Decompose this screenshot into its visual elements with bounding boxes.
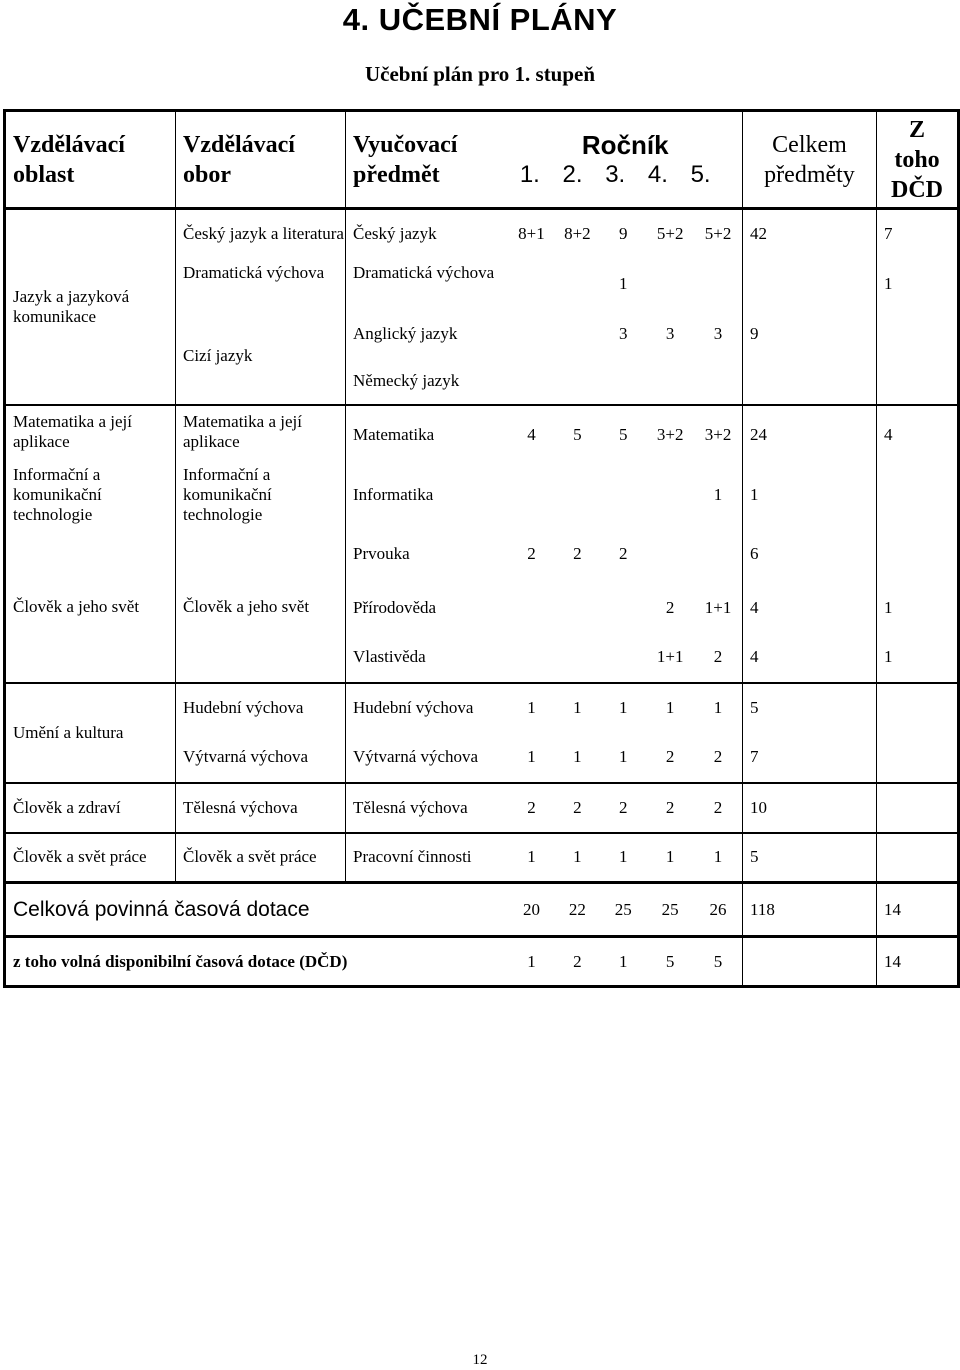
dcd-cell	[877, 783, 959, 833]
obor-cell: Matematika a její aplikace	[176, 405, 346, 465]
dcd-cell: 1	[877, 633, 959, 683]
grade-value-3: 1	[619, 747, 628, 766]
dcd-cell	[877, 833, 959, 883]
table-row	[5, 465, 959, 525]
grade-value-5: 1	[713, 698, 723, 717]
free-dcd: 14	[884, 951, 901, 971]
grade-value-4: 2	[665, 747, 675, 766]
grade-4: 4.	[647, 160, 668, 188]
curriculum-table	[3, 109, 960, 988]
grade-value-5: 1+1	[704, 597, 732, 617]
obor-cell: Výtvarná výchova	[176, 733, 346, 783]
grade-value-4: 3+2	[656, 425, 684, 444]
grade-1: 1.	[519, 160, 540, 188]
grade-value-5: 2	[713, 647, 723, 666]
grades-cell	[509, 833, 743, 883]
obor-cell: Tělesná výchova	[176, 783, 346, 833]
predmet-cell: Přírodověda	[353, 597, 437, 617]
dcd-cell	[877, 525, 959, 583]
header-oblast: Vzdělávací oblast	[5, 111, 176, 209]
dcd-cell: 7	[884, 224, 893, 244]
grade-value-3: 5	[619, 425, 628, 444]
grade-value-4: 1+1	[656, 647, 684, 666]
totals-grades	[509, 883, 743, 937]
totals-label: Celková povinná časová dotace	[5, 883, 509, 937]
header-dcd: Z toho DČD	[877, 111, 959, 209]
predmet-cell: Dramatická výchova	[353, 262, 495, 282]
grade-value-1: 1	[527, 747, 536, 766]
header-predmet: Vyučovací předmět	[346, 111, 509, 209]
obor-cell: Cizí jazyk	[176, 309, 346, 405]
free-celkem	[743, 937, 877, 987]
oblast-cell: Umění a kultura	[5, 683, 176, 783]
celkem-cell: 5	[743, 833, 877, 883]
grade-value-4: 1	[665, 847, 675, 867]
table-row	[5, 405, 959, 465]
predmet-cell: Vlastivěda	[346, 633, 509, 683]
table-row	[5, 209, 959, 259]
grade-value-3: 2	[619, 543, 628, 563]
obor-cell: Informační a komunikační technologie	[176, 465, 346, 583]
grade-value-5: 2	[713, 747, 723, 766]
obor-cell: Dramatická výchova	[176, 259, 346, 309]
oblast-cell: Člověk a svět práce	[5, 833, 176, 883]
celkem-cell: 9	[743, 309, 877, 359]
header-row	[5, 111, 959, 209]
grade-value-4: 2	[665, 597, 675, 617]
grades-cell	[509, 405, 743, 465]
dcd-cell	[877, 733, 959, 783]
celkem-cell: 10	[743, 783, 877, 833]
free-row	[5, 937, 959, 987]
dcd-cell	[877, 465, 959, 525]
table-row	[5, 833, 959, 883]
grades-cell	[509, 733, 743, 783]
grade-2: 2.	[562, 160, 583, 188]
grade-value-4: 25	[661, 899, 679, 919]
free-grades	[509, 937, 743, 987]
grades-cell	[509, 359, 743, 405]
table-row	[5, 583, 959, 633]
grade-3: 3.	[605, 160, 626, 188]
grade-value-3: 1	[619, 951, 628, 971]
dcd-cell	[877, 309, 959, 359]
grade-value-5: 1	[713, 484, 723, 504]
grade-value-5: 5	[713, 951, 723, 971]
grade-value-1: 2	[527, 797, 536, 817]
celkem-cell: 24	[743, 405, 877, 465]
grade-value-1: 2	[527, 543, 536, 563]
obor-cell: Člověk a svět práce	[176, 833, 346, 883]
predmet-cell: Český jazyk	[353, 224, 437, 244]
predmet-cell: Hudební výchova	[353, 698, 474, 717]
totals-row	[5, 883, 959, 937]
predmet-cell: Tělesná výchova	[346, 783, 509, 833]
header-rocnik: Ročník 1. 2. 3. 4. 5.	[509, 111, 743, 209]
dcd-cell: 1	[884, 273, 893, 293]
celkem-cell: 4	[743, 633, 877, 683]
grade-value-3: 3	[619, 323, 628, 343]
predmet-cell: Německý jazyk	[346, 359, 509, 405]
obor-cell: Český jazyk a literatura	[176, 209, 346, 259]
grade-value-2: 1	[573, 847, 582, 867]
dcd-cell: 1	[884, 597, 893, 617]
oblast-cell: Matematika a její aplikace	[5, 405, 176, 465]
predmet-cell: Výtvarná výchova	[346, 733, 509, 783]
grade-value-5: 26	[709, 899, 727, 919]
grade-value-1: 4	[527, 425, 536, 444]
grade-value-4: 5+2	[656, 224, 684, 244]
grade-value-2: 5	[573, 425, 582, 444]
dcd-cell	[877, 359, 959, 405]
grade-value-4: 3	[665, 323, 675, 343]
celkem-cell: 7	[743, 733, 877, 783]
grade-5: 5.	[690, 160, 711, 188]
grade-value-5: 5+2	[704, 224, 732, 244]
celkem-cell: 1	[743, 465, 877, 525]
grade-value-2: 22	[568, 899, 586, 919]
grades-cell	[509, 633, 743, 683]
grade-value-4: 5	[665, 951, 675, 971]
grades-cell	[509, 583, 743, 633]
celkem-cell: 4	[743, 583, 877, 633]
dcd-cell: 4	[884, 425, 893, 444]
totals-dcd: 14	[877, 883, 959, 937]
table-row	[5, 783, 959, 833]
grade-value-1: 1	[527, 847, 536, 867]
oblast-cell: Člověk a zdraví	[5, 783, 176, 833]
free-label: z toho volná disponibilní časová dotace (DČD)	[13, 951, 348, 971]
grade-value-3: 1	[619, 273, 628, 293]
grades-cell	[509, 259, 743, 309]
grade-value-3: 2	[619, 797, 628, 817]
oblast-cell: Jazyk a jazyková komunikace	[5, 209, 176, 405]
header-celkem: Celkem předměty	[743, 111, 877, 209]
predmet-cell: Pracovní činnosti	[346, 833, 509, 883]
oblast-cell: Člověk a jeho svět	[5, 583, 176, 683]
grade-value-2: 2	[573, 543, 582, 563]
grade-value-3: 1	[619, 698, 628, 717]
grade-value-5: 2	[713, 797, 723, 817]
grade-value-2: 1	[573, 698, 582, 717]
oblast-cell: Informační a komunikační technologie	[5, 465, 176, 583]
grade-value-3: 9	[619, 224, 628, 244]
grades-cell	[509, 209, 743, 259]
grades-cell	[509, 525, 743, 583]
header-obor: Vzdělávací obor	[176, 111, 346, 209]
totals-celkem: 118	[743, 883, 877, 937]
predmet-cell: Prvouka	[353, 543, 410, 563]
grade-value-3: 1	[619, 847, 628, 867]
grade-value-5: 3+2	[704, 425, 732, 444]
celkem-cell: 5	[743, 683, 877, 733]
grades-cell	[509, 783, 743, 833]
grade-value-5: 3	[713, 323, 723, 343]
celkem-cell	[743, 359, 877, 405]
dcd-cell	[877, 683, 959, 733]
table-row	[5, 683, 959, 733]
page-subtitle: Učební plán pro 1. stupeň	[364, 62, 596, 86]
grades-cell	[509, 465, 743, 525]
grade-value-2: 1	[573, 747, 582, 766]
grade-value-1: 8+1	[518, 224, 545, 244]
obor-cell: Člověk a jeho svět	[176, 583, 346, 683]
predmet-cell: Anglický jazyk	[353, 323, 458, 343]
obor-cell: Hudební výchova	[176, 683, 346, 733]
grade-value-1: 1	[527, 698, 536, 717]
page-title: 4. UČEBNÍ PLÁNY	[342, 2, 618, 37]
grade-value-4: 2	[665, 797, 675, 817]
predmet-cell: Matematika	[353, 425, 435, 444]
page-number: 12	[472, 1352, 488, 1368]
grade-value-5: 1	[713, 847, 723, 867]
grade-value-2: 2	[573, 797, 582, 817]
grade-value-2: 8+2	[564, 224, 591, 244]
grade-value-4: 1	[665, 698, 675, 717]
celkem-cell: 6	[743, 525, 877, 583]
grade-value-2: 2	[573, 951, 582, 971]
predmet-cell: Informatika	[353, 484, 434, 504]
grades-cell	[509, 683, 743, 733]
celkem-cell	[743, 259, 877, 309]
celkem-cell: 42	[743, 209, 877, 259]
grade-value-1: 1	[527, 951, 536, 971]
grade-value-3: 25	[614, 899, 632, 919]
grade-value-1: 20	[522, 899, 540, 919]
grade-labels	[509, 160, 743, 188]
grades-cell	[509, 309, 743, 359]
